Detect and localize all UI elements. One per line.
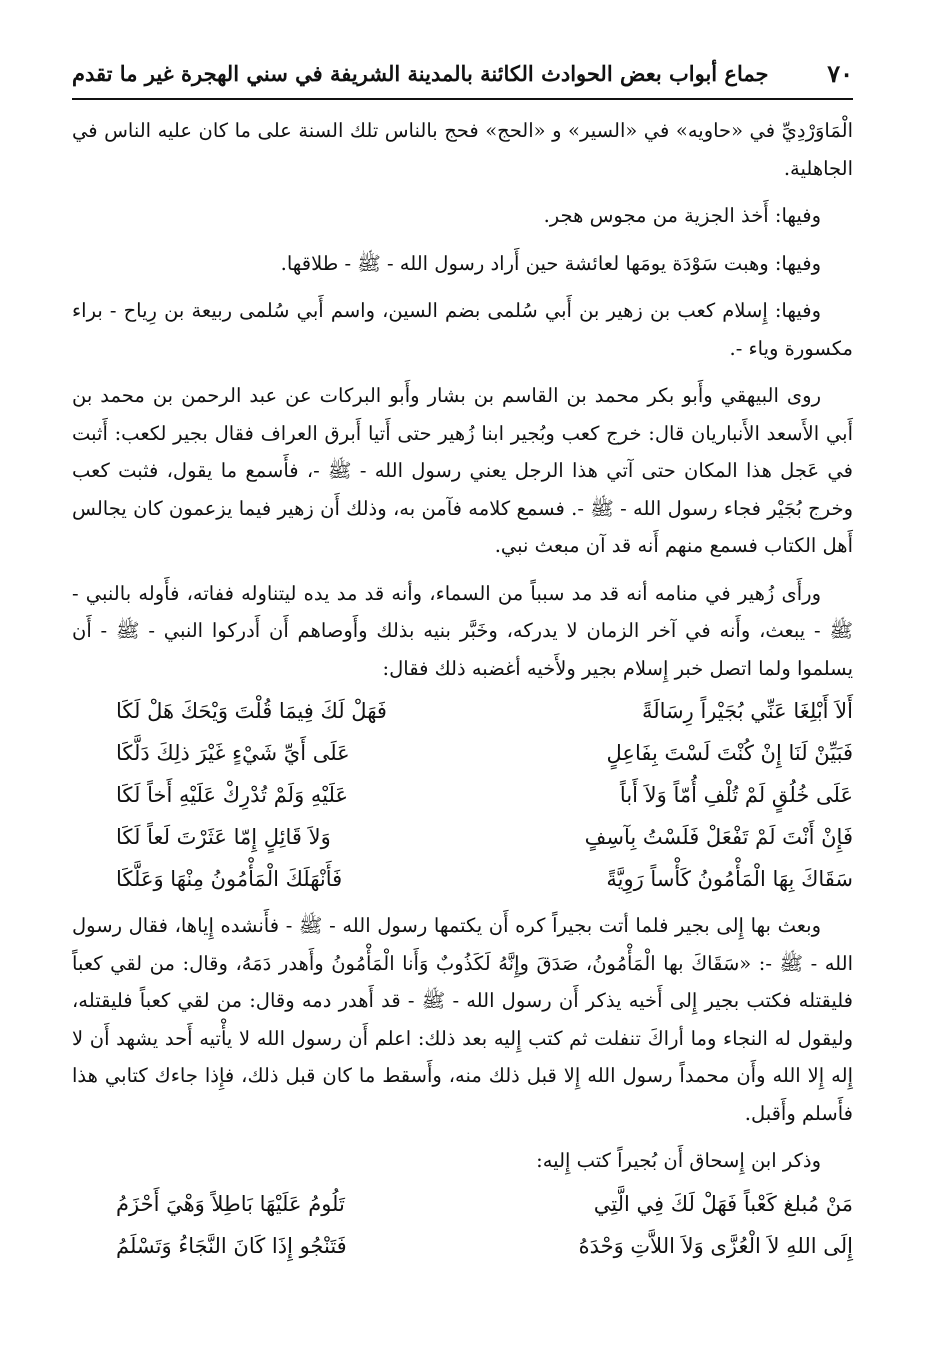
paragraph-2: وفيها: أَخذ الجزية من مجوس هجر.: [543, 204, 821, 227]
header-rule: [72, 98, 853, 100]
paragraph-4: وفيها: إِسلام كعب بن زهير بن أَبي سُلمى بضم السين، واسم أَبي سُلمى ربيعة بن رِياح - براء مكسورة وياء -.: [72, 299, 853, 360]
hemistich-first: فَبَيِّنْ لَنَا إِنْ كُنْتَ لَسْتَ بِفَاعِلٍ: [606, 741, 853, 766]
verse-line: [72, 1184, 853, 1226]
hemistich-first: أَلاَ أَبْلِغَا عَنِّي بُجَيْراً رِسَالَةً: [642, 699, 853, 724]
hemistich-first: سَقَاكَ بِهَا الْمَأْمُونُ كَأْساً رَوِيَّةً: [606, 867, 853, 892]
hemistich-second: عَلَيْهِ وَلَمْ تُدْرِكْ عَلَيْهِ أَخاً لَكَا: [116, 783, 348, 808]
page-number: ٧٠: [827, 58, 853, 88]
paragraph-7: وبعث بها إِلى بجير فلما أتت بجيراً كره أَن يكتمها رسول الله - ﷺ - فأَنشده إِياها، فقال رسول الله - ﷺ -: «سَقَاكَ بها الْمَأْمُونُ، صَدَقَ وإِنَّهُ لَكَذُوبٌ وَأَنا الْمَأْمُونُ وأَهدر دَمَهُ، وقال: من لقي كعباً فليقتله فكتب بجير إِلى أَخيه يذكر أَن رسول الله - ﷺ - قد أَهدر دمه وقال: من لقي كعباً فليقتله، وليقول له النجاء وما أراكَ تنفلت ثم كتب إِليه بعد ذلك: اعلم أَن رسول الله لا يأْتيه أَحد يشهد أَن لا إِله إِلا الله وأَن محمداً رسول الله إِلا قبل ذلك منه، وأَسقط ما كان قبل ذلك، فإِذا جاءك كتابي هذا فأَسلم وأَقبل.: [72, 914, 853, 1125]
hemistich-first: إِلَى اللهِ لاَ الْعُزَّى وَلاَ اللاَّتِ وَحْدَهُ: [578, 1233, 853, 1258]
page-body: [72, 112, 853, 1274]
verse-line: [72, 691, 853, 733]
verse-line: [72, 859, 853, 901]
hemistich-first: مَنْ مُبلغ كَعْباً فَهَلْ لَكَ فِي الَّتِي: [593, 1191, 853, 1216]
paragraph-3: وفيها: وهبت سَوْدَة يومَها لعائشة حين أَراد رسول الله - ﷺ - طلاقها.: [280, 251, 821, 275]
hemistich-second: فَتَنْجُو إِذَا كَانَ النَّجَاءُ وَتَسْلَمُ: [116, 1233, 347, 1258]
paragraph-1: الْمَاوَرْدِيِّ في «حاويه» في «السير» و «الحج» فحج بالناس تلك السنة على ما كان عليه الناس في الجاهلية.: [72, 119, 853, 180]
hemistich-first: عَلَى خُلُقٍ لَمْ تُلْفِ أُمّاً وَلاَ أَباً: [619, 783, 853, 808]
paragraph-5: روى البيهقي وأَبو بكر محمد بن القاسم بن بشار وأَبو البركات عن عبد الرحمن بن محمد بن أَبي الأَسعد الأَنباريان قال: خرج كعب وبُجير ابنا زُهير حتى أَتيا أَبرق العراف فقال بجير لكعب: أَثبت في عَجل هذا المكان حتى آتي هذا الرجل يعني رسول الله - ﷺ -، فأَسمع ما يقول، فثبت كعب وخرج بُجَيْر فجاء رسول الله - ﷺ -. فسمع كلامه فآمن به، وذلك أَن زهير فيما يزعمون كان يجالس أَهل الكتاب فسمع منهم أَنه قد آن مبعث نبي.: [72, 384, 853, 557]
verse-line: [72, 733, 853, 775]
hemistich-first: فَإِنْ أَنْتَ لَمْ تَفْعَلْ فَلَسْتُ بِآسِفٍ: [584, 825, 853, 850]
verse-line: [72, 817, 853, 859]
verse-line: [72, 1226, 853, 1268]
paragraph-6: ورأَى زُهير في منامه أنه قد مد سبباً من السماء، وأنه قد مد يده ليتناوله ففاته، فأَوله بالنبي - ﷺ - يبعث، وأَنه في آخر الزمان لا يدركه، وخَبَّر بنيه بذلك وأَوصاهم أَن أَدركوا النبي - ﷺ - أَن يسلموا ولما اتصل خبر إِسلام بجير ولأَخيه أغضبه ذلك فقال:: [72, 581, 853, 680]
poem-2: [72, 1184, 853, 1268]
hemistich-second: فَهَلْ لَكَ فِيمَا قُلْتَ وَيْحَكَ هَلْ لَكَا: [116, 699, 387, 724]
hemistich-second: تَلُومُ عَلَيْهَا بَاطِلاً وَهْيَ أَحْزَمُ: [116, 1191, 345, 1216]
hemistich-second: عَلَى أَيِّ شَيْءٍ غَيْرَ ذلِكَ دَلَّكَا: [116, 741, 350, 766]
poem-1: [72, 691, 853, 901]
hemistich-second: وَلاَ قَائِلٍ إِمّا عَثَرْتَ لَعاً لَكَا: [116, 825, 331, 850]
running-title: جماع أبواب بعض الحوادث الكائنة بالمدينة الشريفة في سني الهجرة غير ما تقدم: [72, 60, 769, 86]
paragraph-8: وذكر ابن إِسحاق أَن بُجيراً كتب إِليه:: [536, 1149, 821, 1172]
hemistich-second: فَأَنْهَلَكَ الْمَأْمُونُ مِنْهَا وَعَلَّكَا: [116, 867, 343, 892]
page-header: [72, 52, 853, 94]
verse-line: [72, 775, 853, 817]
